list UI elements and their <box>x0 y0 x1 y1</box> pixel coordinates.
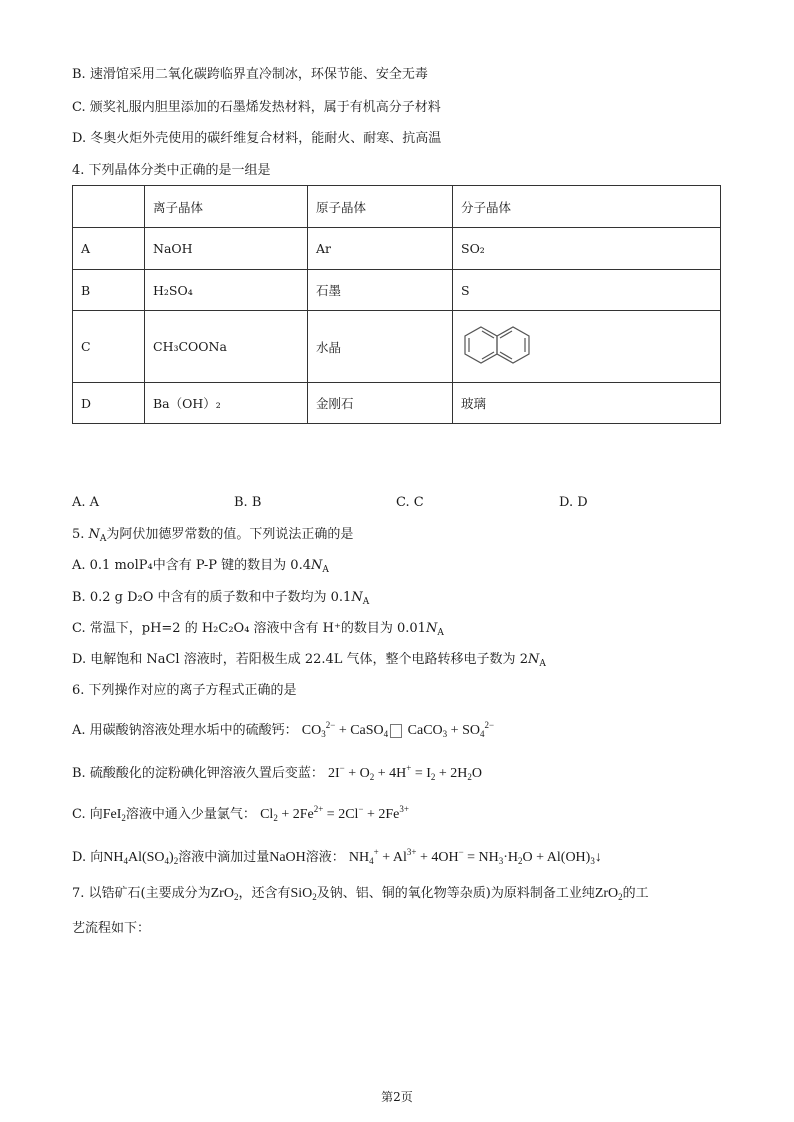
atomic-cell: 水晶 <box>308 311 453 383</box>
header-cell-molecular: 分子晶体 <box>453 186 721 228</box>
crystal-classification-table <box>72 185 721 424</box>
q6-option-b: B. 硫酸酸化的淀粉碘化钾溶液久置后变蓝： $2I^- + O_2 + 4H^+ = I_2 + 2H_2O$ <box>72 763 483 782</box>
q3-option-b: B. 速滑馆采用二氧化碳跨临界直冷制冰，环保节能、安全无毒 <box>72 67 428 82</box>
row-label: B <box>73 270 145 311</box>
table-header-row <box>73 186 721 228</box>
q5-stem: 5. $N_A$为阿伏加德罗常数的值。下列说法正确的是 <box>72 527 354 544</box>
q4-choice-c: C. C <box>396 495 424 510</box>
q4-choice-a: A. A <box>72 495 100 510</box>
row-label: C <box>73 311 145 383</box>
atomic-cell: 石墨 <box>308 270 453 311</box>
header-cell-atomic: 原子晶体 <box>308 186 453 228</box>
molecular-cell: 玻璃 <box>453 383 721 424</box>
q7-stem-line1: 7. 以锆矿石(主要成分为ZrO$_2$，还含有SiO$_2$及钠、铝、铜的氧化物等杂质)为原料制备工业纯ZrO$_2$的工 <box>72 886 649 902</box>
molecular-cell: SO₂ <box>453 228 721 270</box>
page-number: 第2页 <box>381 1090 413 1104</box>
q5-option-a: A. 0.1 molP₄中含有 P-P 键的数目为 $0.4N_A$ <box>72 558 329 575</box>
q5-option-d: D. 电解饱和 NaCl 溶液时，若阳极生成 22.4L 气体，整个电路转移电子数为 $2N_A$ <box>72 652 546 669</box>
q6-option-a: A. 用碳酸钠溶液处理水垢中的硫酸钙： $CO_3^{2-}$ + CaSO$_4$ CaCO$_3$ + $SO_4^{2-}$ <box>72 720 495 739</box>
q3-option-d: D. 冬奥火炬外壳使用的碳纤维复合材料，能耐火、耐寒、抗高温 <box>72 131 442 146</box>
row-label: D <box>73 383 145 424</box>
table-row <box>73 228 721 270</box>
equation-d: $NH_4^+ + Al^{3+} + 4OH^- = NH_3\cdot H_2O$ + $Al(OH)_3↓$ <box>348 847 602 866</box>
na-symbol: N <box>88 527 100 542</box>
molecular-cell: S <box>453 270 721 311</box>
q6-option-d: D. 向$NH_4Al(SO_4)_2$溶液中滴加过量NaOH溶液： $NH_4^+ + Al^{3+} + 4OH^- = NH_3\cdot H_2O$ + $Al(OH)_3↓$ <box>72 847 602 866</box>
table-row <box>73 270 721 311</box>
table-row <box>73 383 721 424</box>
q3-option-c: C. 颁奖礼服内胆里添加的石墨烯发热材料，属于有机高分子材料 <box>72 100 441 115</box>
q7-stem-line2: 艺流程如下： <box>72 921 151 936</box>
q6-stem: 6. 下列操作对应的离子方程式正确的是 <box>72 683 297 698</box>
q5-option-b: B. 0.2 g D₂O 中含有的质子数和中子数均为 $0.1N_A$ <box>72 590 370 607</box>
ionic-cell: CH₃COONa <box>145 311 308 383</box>
q6-option-c: C. 向FeI$_2$溶液中通入少量氯气： $Cl_2 + 2Fe^{2+} = 2Cl^- + 2Fe^{3+}$ <box>72 804 409 823</box>
q4-choice-d: D. D <box>559 495 588 510</box>
header-cell-ionic: 离子晶体 <box>145 186 308 228</box>
q4-stem: 4. 下列晶体分类中正确的是一组是 <box>72 163 271 178</box>
ionic-cell: Ba（OH）₂ <box>145 383 308 424</box>
q4-choice-b: B. B <box>234 495 262 510</box>
equation-b: $2I^- + O_2 + 4H^+ = I_2 + 2H_2O$ <box>327 763 483 782</box>
equation-a: $CO_3^{2-}$ + CaSO$_4$ CaCO$_3$ + $SO_4^{2-}$ <box>301 720 495 739</box>
equation-c: $Cl_2 + 2Fe^{2+} = 2Cl^- + 2Fe^{3+}$ <box>260 804 409 823</box>
row-label: A <box>73 228 145 270</box>
table-row <box>73 311 721 383</box>
header-cell <box>73 186 145 228</box>
naphthalene-structure-icon <box>461 323 537 367</box>
equilibrium-symbol-icon <box>390 724 402 738</box>
q5-option-c: C. 常温下，pH=2 的 H₂C₂O₄ 溶液中含有 H⁺的数目为 $0.01N_A$ <box>72 621 444 638</box>
atomic-cell: 金刚石 <box>308 383 453 424</box>
molecular-cell <box>453 311 721 383</box>
atomic-cell: Ar <box>308 228 453 270</box>
ionic-cell: NaOH <box>145 228 308 270</box>
ionic-cell: H₂SO₄ <box>145 270 308 311</box>
